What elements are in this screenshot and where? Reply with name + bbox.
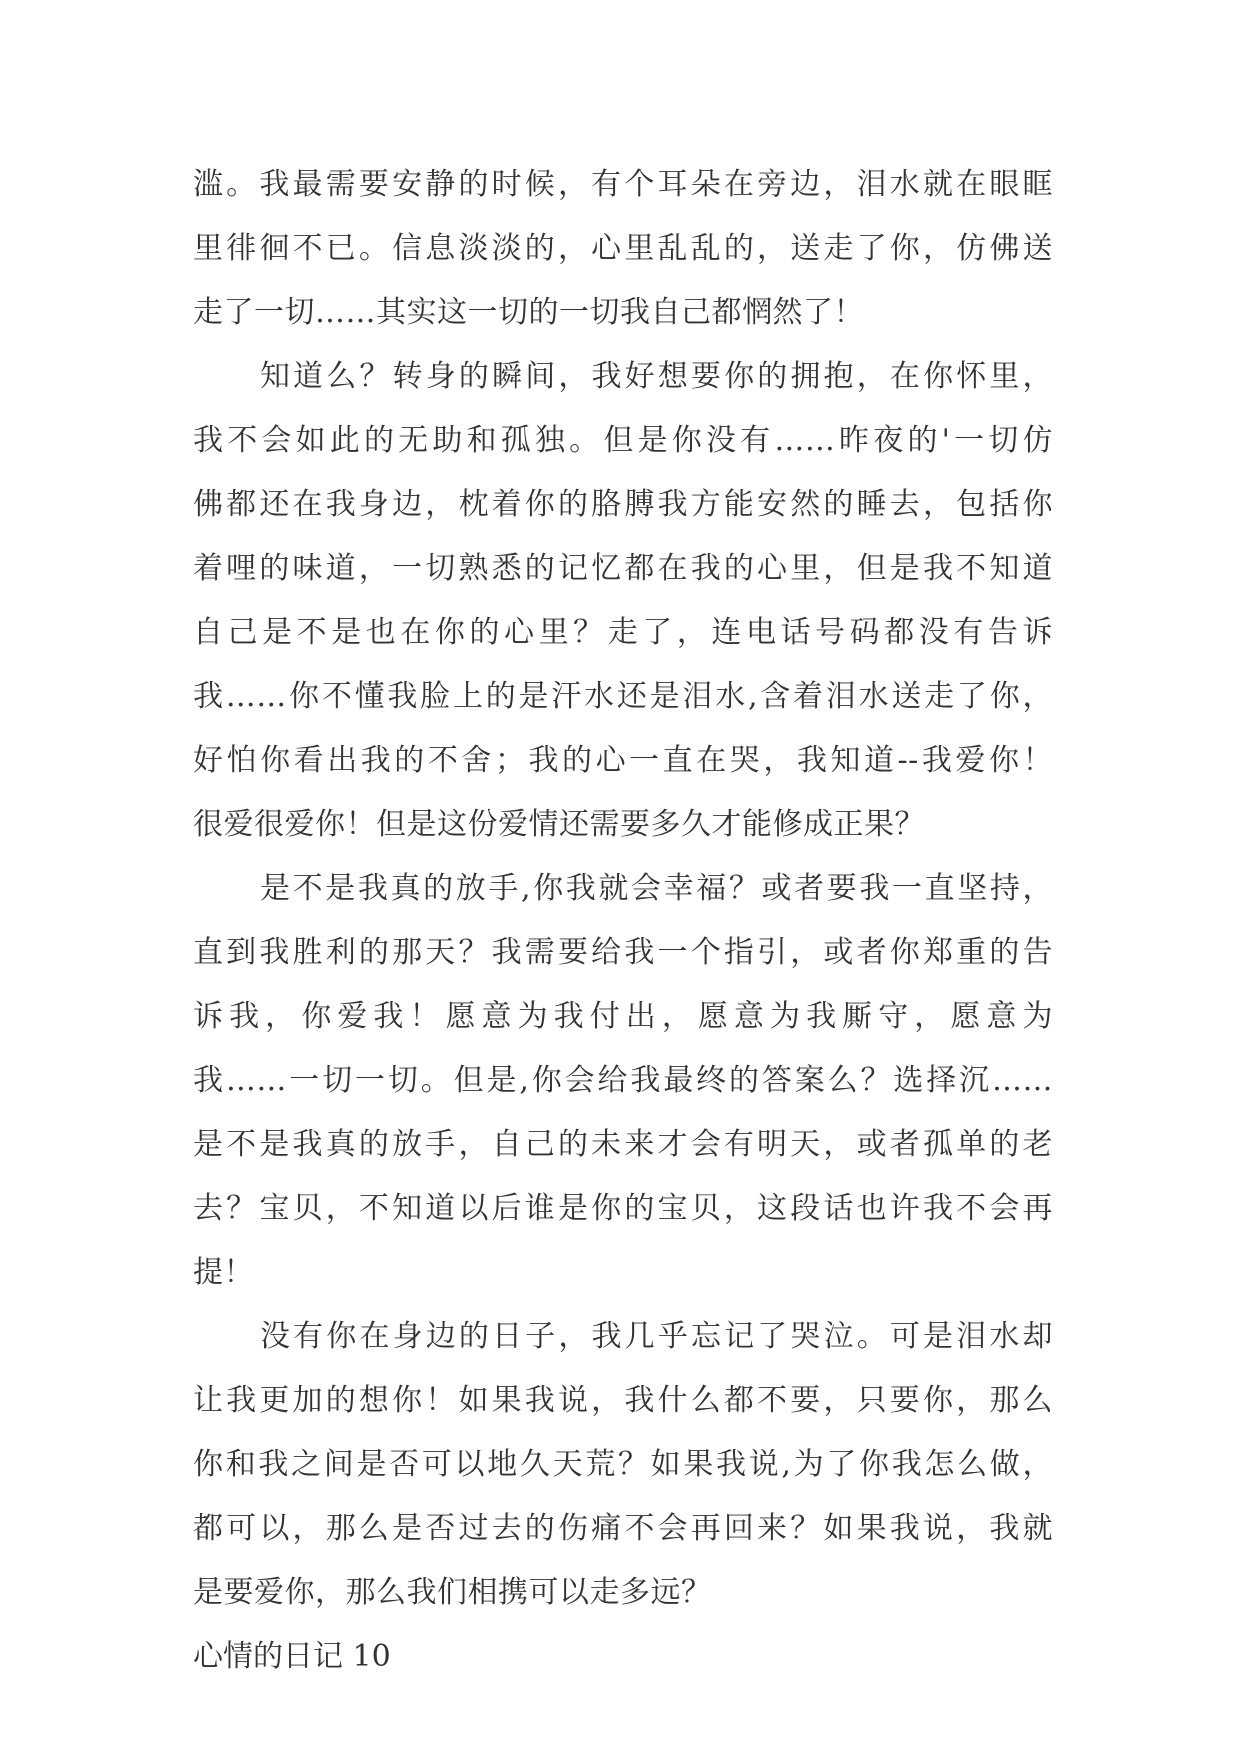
text-line: 你和我之间是否可以地久天荒？如果我说,为了你我怎么做， (193, 1447, 1053, 1482)
text-line: 诉我，你爱我！愿意为我付出，愿意为我厮守，愿意为 (193, 999, 1053, 1034)
text-line: 好怕你看出我的不舍；我的心一直在哭，我知道--我爱你！ (193, 743, 1053, 778)
text-line: 滥。我最需要安静的时候，有个耳朵在旁边，泪水就在眼眶 (193, 167, 1053, 202)
text-line: 很爱很爱你！但是这份爱情还需要多久才能修成正果？ (193, 807, 925, 842)
text-line: 都可以，那么是否过去的伤痛不会再回来？如果我说，我就 (193, 1511, 1053, 1546)
text-line: 直到我胜利的那天？我需要给我一个指引，或者你郑重的告 (193, 935, 1053, 970)
text-line: 是不是我真的放手，自己的未来才会有明天，或者孤单的老 (193, 1127, 1053, 1162)
text-line: 是要爱你，那么我们相携可以走多远？ (193, 1575, 712, 1610)
text-line: 去？宝贝，不知道以后谁是你的宝贝，这段话也许我不会再 (193, 1191, 1053, 1226)
text-line: 走了一切……其实这一切的一切我自己都惘然了！ (193, 295, 864, 330)
text-line: 着哩的味道，一切熟悉的记忆都在我的心里，但是我不知道 (193, 551, 1053, 586)
text-line: 佛都还在我身边，枕着你的胳膊我方能安然的睡去，包括你 (193, 487, 1053, 522)
text-line: 我不会如此的无助和孤独。但是你没有……昨夜的'一切仿 (193, 423, 1053, 458)
section-title: 心情的日记 10 (193, 1639, 391, 1674)
text-line: 我……一切一切。但是,你会给我最终的答案么？选择沉…… (193, 1063, 1053, 1098)
text-line: 提！ (193, 1255, 254, 1290)
paragraph-first-line: 是不是我真的放手,你我就会幸福？或者要我一直坚持， (260, 871, 1053, 906)
text-line: 我……你不懂我脸上的是汗水还是泪水,含着泪水送走了你， (193, 679, 1053, 714)
paragraph-first-line: 没有你在身边的日子，我几乎忘记了哭泣。可是泪水却 (260, 1319, 1053, 1354)
text-line: 让我更加的想你！如果我说，我什么都不要，只要你，那么 (193, 1383, 1053, 1418)
text-line: 里徘徊不已。信息淡淡的，心里乱乱的，送走了你，仿佛送 (193, 231, 1053, 266)
text-line: 自己是不是也在你的心里？走了，连电话号码都没有告诉 (193, 615, 1053, 650)
paragraph-first-line: 知道么？转身的瞬间，我好想要你的拥抱，在你怀里， (260, 359, 1053, 394)
